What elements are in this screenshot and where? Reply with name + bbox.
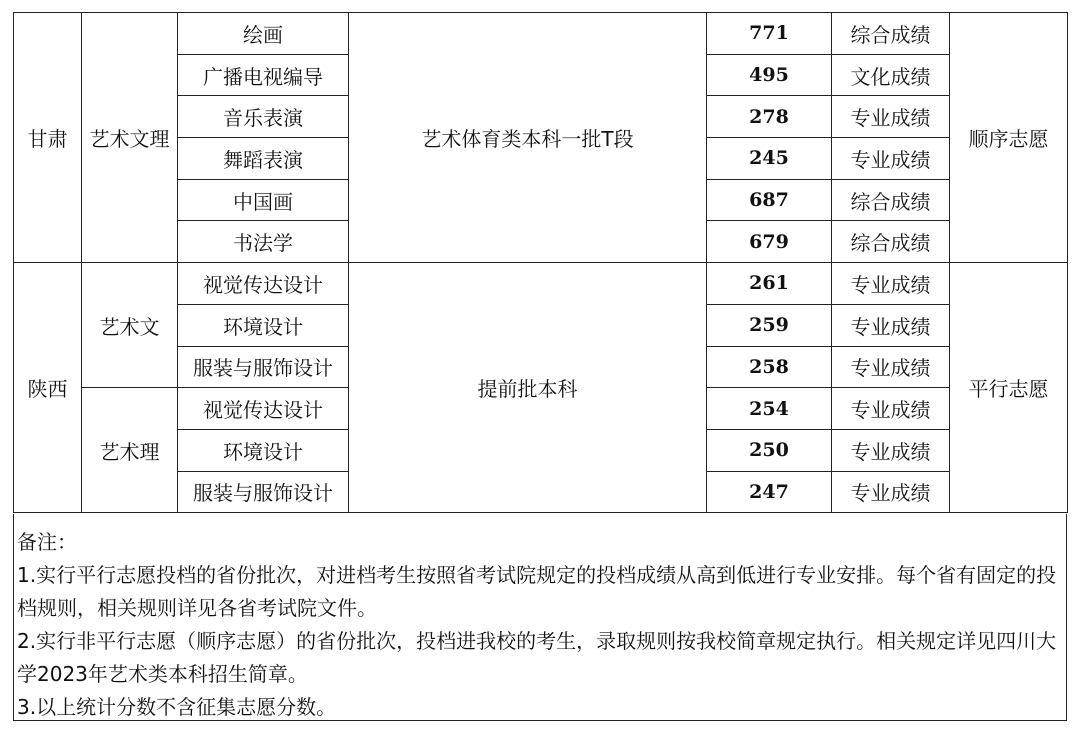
score-cell: 250 — [707, 429, 832, 471]
table-row — [14, 263, 1068, 305]
notes-heading: 备注： — [17, 530, 77, 554]
major-cell: 视觉传达设计 — [178, 263, 349, 305]
basis-cell: 专业成绩 — [832, 388, 950, 430]
score-cell: 254 — [707, 388, 832, 430]
note-item-3: 3.以上统计分数不含征集志愿分数。 — [17, 695, 337, 719]
admission-score-table — [13, 12, 1068, 513]
major-cell: 服装与服饰设计 — [178, 346, 349, 388]
major-cell: 书法学 — [178, 221, 349, 263]
major-cell: 环境设计 — [178, 304, 349, 346]
basis-cell: 综合成绩 — [832, 179, 950, 221]
major-cell: 绘画 — [178, 13, 349, 55]
province-cell: 甘肃 — [14, 13, 82, 263]
score-cell: 687 — [707, 179, 832, 221]
batch-cell: 艺术体育类本科一批T段 — [349, 13, 707, 263]
score-cell: 278 — [707, 96, 832, 138]
notes-section — [13, 514, 1067, 721]
basis-cell: 综合成绩 — [832, 13, 950, 55]
category-cell: 艺术文 — [82, 263, 178, 388]
score-cell: 258 — [707, 346, 832, 388]
major-cell: 视觉传达设计 — [178, 388, 349, 430]
table-row — [14, 13, 1068, 55]
basis-cell: 文化成绩 — [832, 54, 950, 96]
major-cell: 音乐表演 — [178, 96, 349, 138]
category-cell: 艺术文理 — [82, 13, 178, 263]
table-body — [14, 13, 1068, 513]
basis-cell: 专业成绩 — [832, 346, 950, 388]
basis-cell: 专业成绩 — [832, 138, 950, 180]
basis-cell: 综合成绩 — [832, 221, 950, 263]
major-cell: 舞蹈表演 — [178, 138, 349, 180]
score-cell: 771 — [707, 13, 832, 55]
basis-cell: 专业成绩 — [832, 96, 950, 138]
score-cell: 245 — [707, 138, 832, 180]
score-cell: 259 — [707, 304, 832, 346]
basis-cell: 专业成绩 — [832, 471, 950, 513]
score-cell: 495 — [707, 54, 832, 96]
major-cell: 环境设计 — [178, 429, 349, 471]
category-cell: 艺术理 — [82, 388, 178, 513]
score-cell: 247 — [707, 471, 832, 513]
score-cell: 679 — [707, 221, 832, 263]
major-cell: 中国画 — [178, 179, 349, 221]
province-cell: 陕西 — [14, 263, 82, 513]
policy-cell: 平行志愿 — [950, 263, 1068, 513]
major-cell: 服装与服饰设计 — [178, 471, 349, 513]
basis-cell: 专业成绩 — [832, 304, 950, 346]
basis-cell: 专业成绩 — [832, 263, 950, 305]
note-item-2: 2.实行非平行志愿（顺序志愿）的省份批次，投档进我校的考生，录取规则按我校简章规定执行。相关规定详见四川大学2023年艺术类本科招生简章。 — [17, 629, 1057, 686]
score-cell: 261 — [707, 263, 832, 305]
batch-cell: 提前批本科 — [349, 263, 707, 513]
note-item-1: 1.实行平行志愿投档的省份批次，对进档考生按照省考试院规定的投档成绩从高到低进行专业安排。每个省有固定的投档规则，相关规则详见各省考试院文件。 — [17, 563, 1057, 620]
basis-cell: 专业成绩 — [832, 429, 950, 471]
major-cell: 广播电视编导 — [178, 54, 349, 96]
policy-cell: 顺序志愿 — [950, 13, 1068, 263]
